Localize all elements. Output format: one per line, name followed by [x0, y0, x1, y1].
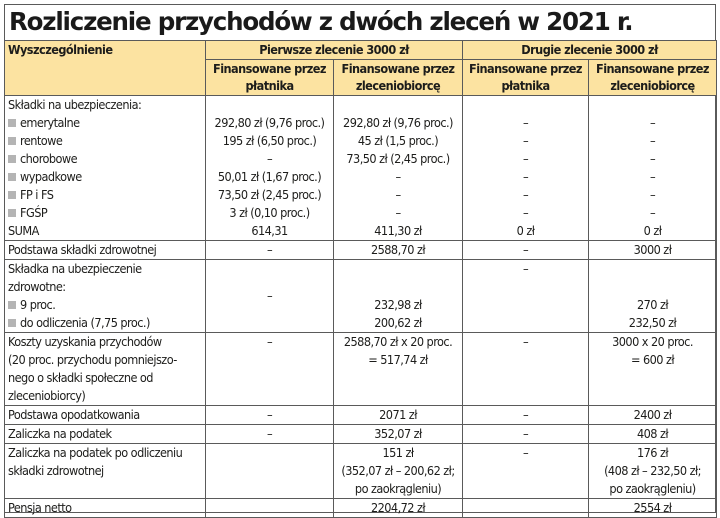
bullet-icon	[8, 173, 16, 181]
page-title: Rozliczenie przychodów z dwóch zleceń w 2021 r.	[9, 7, 633, 36]
health-second-payer: –	[463, 260, 589, 333]
social-second-payer: – – – – – – 0 zł	[463, 96, 589, 241]
health-base-label: Podstawa składki zdrowotnej	[5, 241, 206, 260]
tax-advance-label: Zaliczka na podatek	[5, 425, 206, 444]
header-first-contractor: Finansowane przez zleceniobiorcę	[334, 60, 463, 96]
tax-base-label: Podstawa opodatkowania	[5, 406, 206, 425]
header-second-contract: Drugie zlecenie 3000 zł	[463, 41, 717, 60]
health-base-first-contractor: 2588,70 zł	[334, 241, 463, 260]
tax-after-first-contractor: 151 zł (352,07 zł – 200,62 zł; po zaokrągleniu)	[334, 444, 463, 499]
social-first-payer: 292,80 zł (9,76 proc.) 195 zł (6,50 proc.) – 50,01 zł (1,67 proc.) 73,50 zł (2,45 proc.) 3 zł (0,10 proc.) 614,31	[206, 96, 334, 241]
table-row-health-base	[5, 241, 717, 260]
header-first-payer: Finansowane przez płatnika	[206, 60, 334, 96]
header-second-contractor: Finansowane przez zleceniobiorcę	[589, 60, 717, 96]
tax-base-second-contractor: 2400 zł	[589, 406, 717, 425]
table-row-tax-advance	[5, 425, 717, 444]
costs-first-payer: –	[206, 333, 334, 406]
health-second-contractor: 270 zł 232,50 zł	[589, 260, 717, 333]
tax-after-second-contractor: 176 zł (408 zł – 232,50 zł; po zaokrągleniu)	[589, 444, 717, 499]
bullet-icon	[8, 301, 16, 309]
health-contribution-label: Składka na ubezpieczenie zdrowotne: 9 proc. do odliczenia (7,75 proc.)	[5, 260, 206, 333]
bullet-icon	[8, 191, 16, 199]
health-first-contractor: 232,98 zł 200,62 zł	[334, 260, 463, 333]
costs-second-payer: –	[463, 333, 589, 406]
bullet-icon	[8, 119, 16, 127]
health-first-payer: –	[206, 260, 334, 333]
net-pay-label: Pensja netto	[5, 499, 206, 518]
header-first-contract: Pierwsze zlecenie 3000 zł	[206, 41, 463, 60]
bullet-icon	[8, 137, 16, 145]
net-first-contractor: 2204,72 zł	[334, 499, 463, 518]
health-base-second-payer: –	[463, 241, 589, 260]
net-second-contractor: 2554 zł	[589, 499, 717, 518]
table-row-costs	[5, 333, 717, 406]
social-second-contractor: – – – – – – 0 zł	[589, 96, 717, 241]
tax-advance-first-contractor: 352,07 zł	[334, 425, 463, 444]
bullet-icon	[8, 319, 16, 327]
table-row-social-contributions	[5, 96, 717, 241]
table-row-tax-base	[5, 406, 717, 425]
health-base-second-contractor: 3000 zł	[589, 241, 717, 260]
tax-base-second-payer: –	[463, 406, 589, 425]
table-row-tax-after-deduction	[5, 444, 717, 499]
table-row-health-contribution	[5, 260, 717, 333]
tax-after-label: Zaliczka na podatek po odliczeniu składki zdrowotnej	[5, 444, 206, 499]
tax-base-first-contractor: 2071 zł	[334, 406, 463, 425]
tax-advance-second-payer: –	[463, 425, 589, 444]
health-base-first-payer: –	[206, 241, 334, 260]
bullet-icon	[8, 155, 16, 163]
tax-after-first-payer	[206, 444, 334, 499]
costs-label: Koszty uzyskania przychodów (20 proc. przychodu pomniejszo- nego o składki społeczne od zleceniobiorcy)	[5, 333, 206, 406]
tax-base-first-payer: –	[206, 406, 334, 425]
income-settlement-table	[4, 40, 717, 518]
costs-second-contractor: 3000 x 20 proc. = 600 zł	[589, 333, 717, 406]
tax-advance-second-contractor: 408 zł	[589, 425, 717, 444]
header-description: Wyszczególnienie	[5, 41, 206, 96]
social-first-contractor: 292,80 zł (9,76 proc.) 45 zł (1,5 proc.) 73,50 zł (2,45 proc.) – – – 411,30 zł	[334, 96, 463, 241]
tax-after-second-payer: –	[463, 444, 589, 499]
bullet-icon	[8, 209, 16, 217]
header-second-payer: Finansowane przez płatnika	[463, 60, 589, 96]
tax-advance-first-payer: –	[206, 425, 334, 444]
costs-first-contractor: 2588,70 zł x 20 proc. = 517,74 zł	[334, 333, 463, 406]
social-contributions-label: Składki na ubezpieczenia: emerytalne rentowe chorobowe wypadkowe FP i FS FGŚP SUMA	[5, 96, 206, 241]
